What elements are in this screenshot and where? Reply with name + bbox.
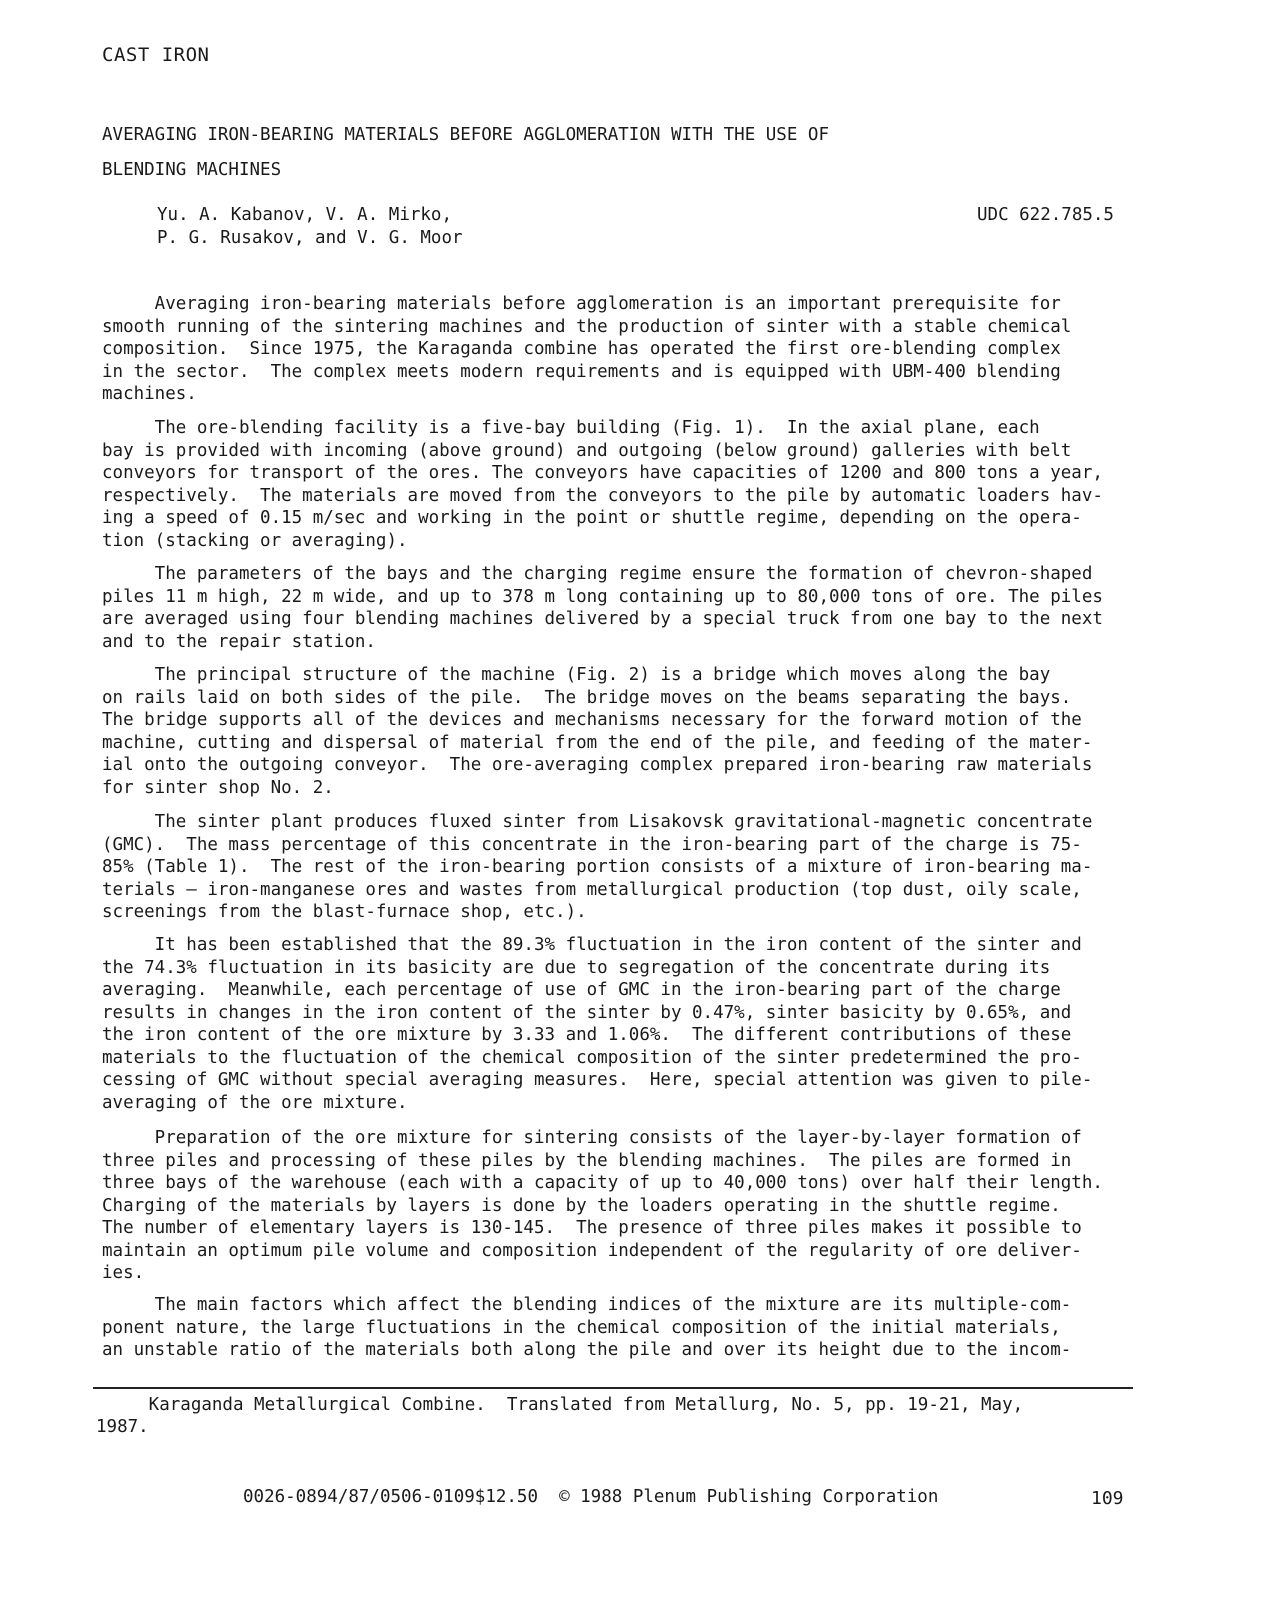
paragraph-line: ponent nature, the large fluctuations in the chemical composition of the initial materials, xyxy=(102,1317,1061,1338)
paragraph xyxy=(102,811,1162,924)
paragraph xyxy=(102,1294,1162,1362)
paragraph-line: the iron content of the ore mixture by 3.33 and 1.06%. The different contributions of these xyxy=(102,1025,1072,1045)
paragraph-line: cessing of GMC without special averaging measures. Here, special attention was given to pile- xyxy=(102,1070,1093,1090)
paragraph-line: The sinter plant produces fluxed sinter from Lisakovsk gravitational-magnetic concentrate xyxy=(102,812,1093,832)
paragraph-line: maintain an optimum pile volume and composition independent of the regularity of ore deliver- xyxy=(102,1240,1082,1261)
paragraph-line: piles 11 m high, 22 m wide, and up to 378 m long containing up to 80,000 tons of ore. The piles xyxy=(102,586,1103,607)
paragraph-line: are averaged using four blending machines delivered by a special truck from one bay to the next xyxy=(102,609,1103,629)
authors-line-1: Yu. A. Kabanov, V. A. Mirko, xyxy=(157,205,453,225)
paragraph-line: machine, cutting and dispersal of material from the end of the pile, and feeding of the mater- xyxy=(102,732,1093,753)
paragraph-line: tion (stacking or averaging). xyxy=(102,530,408,551)
paragraph-line: the 74.3% fluctuation in its basicity are due to segregation of the concentrate during its xyxy=(102,957,1051,978)
paragraph-line: bay is provided with incoming (above ground) and outgoing (below ground) galleries with belt xyxy=(102,440,1072,461)
paragraph-line: respectively. The materials are moved from the conveyors to the pile by automatic loaders hav- xyxy=(102,485,1103,506)
copyright-code: 0026-0894/87/0506-0109$12.50 © 1988 Plenum Publishing Corporation xyxy=(243,1487,939,1507)
paragraph-line: conveyors for transport of the ores. The conveyors have capacities of 1200 and 800 tons a year, xyxy=(102,463,1103,483)
paragraph-line: on rails laid on both sides of the pile. The bridge moves on the beams separating the bays. xyxy=(102,687,1072,708)
section-heading: CAST IRON xyxy=(102,44,210,66)
paragraph-line: ial onto the outgoing conveyor. The ore-averaging complex prepared iron-bearing raw materials xyxy=(102,755,1093,775)
paragraph-line: materials to the fluctuation of the chemical composition of the sinter predetermined the pro- xyxy=(102,1047,1082,1068)
paragraph xyxy=(102,293,1162,406)
paragraph-line: three bays of the warehouse (each with a capacity of up to 40,000 tons) over half their length. xyxy=(102,1173,1103,1193)
paragraph-line: results in changes in the iron content of the sinter by 0.47%, sinter basicity by 0.65%, and xyxy=(102,1002,1072,1023)
paragraph-line: for sinter shop No. 2. xyxy=(102,777,334,798)
paragraph-line: ing a speed of 0.15 m/sec and working in the point or shuttle regime, depending on the opera- xyxy=(102,508,1082,528)
paragraph-line: The parameters of the bays and the charging regime ensure the formation of chevron-shaped xyxy=(102,564,1093,584)
paragraph-line: The ore-blending facility is a five-bay building (Fig. 1). In the axial plane, each xyxy=(102,418,1040,438)
footnote-line: 1987. xyxy=(96,1417,149,1437)
paragraph-line: screenings from the blast-furnace shop, etc.). xyxy=(102,902,587,922)
footnote-line: Karaganda Metallurgical Combine. Translated from Metallurg, No. 5, pp. 19-21, May, xyxy=(96,1395,1024,1415)
paragraph-line: The principal structure of the machine (Fig. 2) is a bridge which moves along the bay xyxy=(102,665,1051,685)
paragraph-line: Charging of the materials by layers is done by the loaders operating in the shuttle regime. xyxy=(102,1195,1061,1216)
paragraph-line: terials — iron-manganese ores and wastes from metallurgical production (top dust, oily scale, xyxy=(102,879,1082,900)
paragraph-line: 85% (Table 1). The rest of the iron-bearing portion consists of a mixture of iron-bearing ma- xyxy=(102,857,1093,877)
footnote-divider xyxy=(93,1387,1133,1389)
udc-code: UDC 622.785.5 xyxy=(977,205,1114,225)
paragraph-line: The number of elementary layers is 130-145. The presence of three piles makes it possible to xyxy=(102,1218,1082,1238)
footnote xyxy=(96,1394,1136,1438)
paragraph xyxy=(102,934,1162,1114)
paragraph-line: three piles and processing of these piles by the blending machines. The piles are formed in xyxy=(102,1150,1072,1171)
paragraph-line: composition. Since 1975, the Karaganda combine has operated the first ore-blending complex xyxy=(102,339,1061,359)
paragraph xyxy=(102,563,1162,653)
paragraph-line: an unstable ratio of the materials both along the pile and over its height due to the incom- xyxy=(102,1340,1072,1360)
paragraph xyxy=(102,664,1162,799)
paragraph-line: (GMC). The mass percentage of this concentrate in the iron-bearing part of the charge is 75- xyxy=(102,834,1082,855)
article-title-line-2: BLENDING MACHINES xyxy=(102,160,282,180)
article-title-line-1: AVERAGING IRON-BEARING MATERIALS BEFORE AGGLOMERATION WITH THE USE OF xyxy=(102,125,829,145)
paragraph-line: Preparation of the ore mixture for sintering consists of the layer-by-layer formation of xyxy=(102,1128,1082,1148)
paragraph xyxy=(102,1127,1162,1285)
paragraph-line: The main factors which affect the blending indices of the mixture are its multiple-com- xyxy=(102,1295,1072,1315)
paragraph-line: It has been established that the 89.3% fluctuation in the iron content of the sinter and xyxy=(102,935,1082,955)
page-number: 109 xyxy=(1091,1488,1124,1509)
paragraph-line: machines. xyxy=(102,384,197,404)
paragraph-line: and to the repair station. xyxy=(102,631,376,652)
paragraph-line: Averaging iron-bearing materials before agglomeration is an important prerequisite for xyxy=(102,294,1061,314)
paragraph-line: The bridge supports all of the devices and mechanisms necessary for the forward motion of the xyxy=(102,710,1082,730)
paragraph xyxy=(102,417,1162,552)
authors-line-2: P. G. Rusakov, and V. G. Moor xyxy=(157,228,463,248)
paragraph-line: ies. xyxy=(102,1263,145,1283)
paragraph-line: averaging of the ore mixture. xyxy=(102,1092,408,1113)
paragraph-line: averaging. Meanwhile, each percentage of use of GMC in the iron-bearing part of the charge xyxy=(102,980,1061,1000)
paragraph-line: smooth running of the sintering machines and the production of sinter with a stable chemical xyxy=(102,316,1072,337)
paragraph-line: in the sector. The complex meets modern requirements and is equipped with UBM-400 blending xyxy=(102,361,1061,382)
